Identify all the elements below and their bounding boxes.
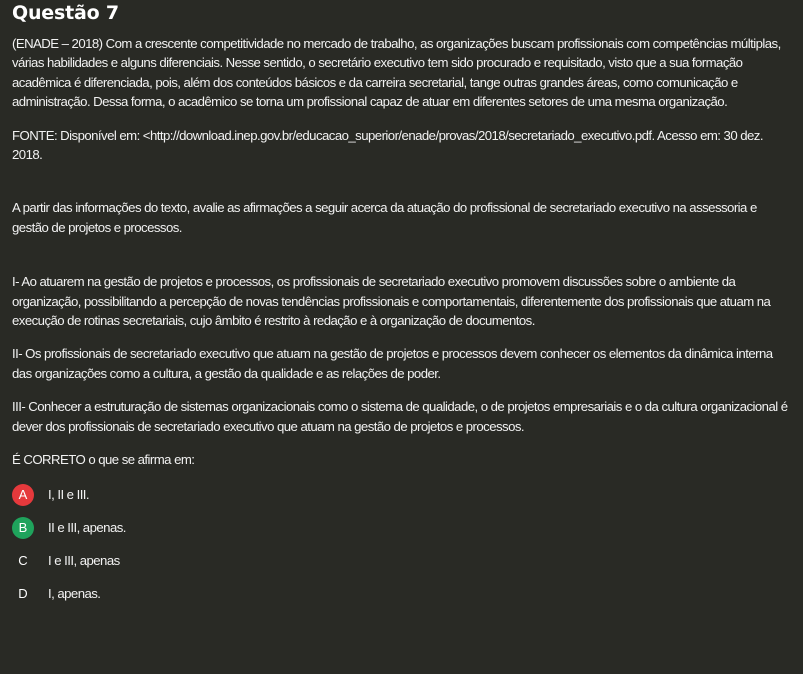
option-a-text: I, II e III. bbox=[48, 487, 90, 502]
option-b[interactable] bbox=[12, 517, 790, 539]
option-b-badge-correct: B bbox=[12, 517, 34, 539]
option-d-badge: D bbox=[18, 586, 28, 601]
statement-iii: III- Conhecer a estruturação de sistemas organizacionais como o sistema de qualidade, o de projetos empresariais e o da cultura organizacional é dever dos profissionais de secretariado executivo que atuam na gestão de projetos e processos. bbox=[12, 399, 788, 434]
question-intro: (ENADE – 2018) Com a crescente competitividade no mercado de trabalho, as organizações buscam profissionais com competências múltiplas, várias habilidades e alguns diferenciais. Nesse sentido, o secretário executivo tem sido procurado e requisitado, visto que a sua formação acadêmica é diferenciada, pois, além dos conteúdos básicos e da carreira secretarial, tange outras grandes áreas, como comunicação e administração. Dessa forma, o acadêmico se torna um profissional capaz de atuar em diferentes setores de uma mesma organização. bbox=[12, 36, 781, 110]
option-a-badge-wrong: A bbox=[12, 484, 34, 506]
option-d[interactable] bbox=[12, 583, 790, 605]
option-d-text: I, apenas. bbox=[48, 586, 101, 601]
statement-i: I- Ao atuarem na gestão de projetos e processos, os profissionais de secretariado executivo promovem discussões sobre o ambiente da organização, possibilitando a percepção de novas tendências profissionais e comportamentais, diferentemente dos profissionais que atuam na execução de rotinas secretariais, cujo âmbito é restrito à redação e à organização de documentos. bbox=[12, 274, 771, 329]
option-a[interactable] bbox=[12, 484, 790, 506]
answer-options bbox=[12, 484, 790, 605]
option-b-text: II e III, apenas. bbox=[48, 520, 126, 535]
option-c[interactable] bbox=[12, 550, 790, 572]
question-container bbox=[12, 0, 790, 616]
question-ask: É CORRETO o que se afirma em: bbox=[12, 452, 195, 468]
question-title: Questão 7 bbox=[12, 2, 119, 24]
question-source: FONTE: Disponível em: <http://download.inep.gov.br/educacao_superior/enade/provas/2018/secretariado_executivo.pdf. Acesso em: 30 dez. 2018. bbox=[12, 127, 763, 163]
question-prompt: A partir das informações do texto, avalie as afirmações a seguir acerca da atuação do profissional de secretariado executivo na assessoria e gestão de projetos e processos. bbox=[12, 200, 757, 235]
option-c-badge: C bbox=[18, 553, 28, 568]
statement-ii: II- Os profissionais de secretariado executivo que atuam na gestão de projetos e processos devem conhecer os elementos da dinâmica interna das organizações como a cultura, a gestão da qualidade e as relações de poder. bbox=[12, 346, 773, 381]
option-c-text: I e III, apenas bbox=[48, 553, 120, 568]
